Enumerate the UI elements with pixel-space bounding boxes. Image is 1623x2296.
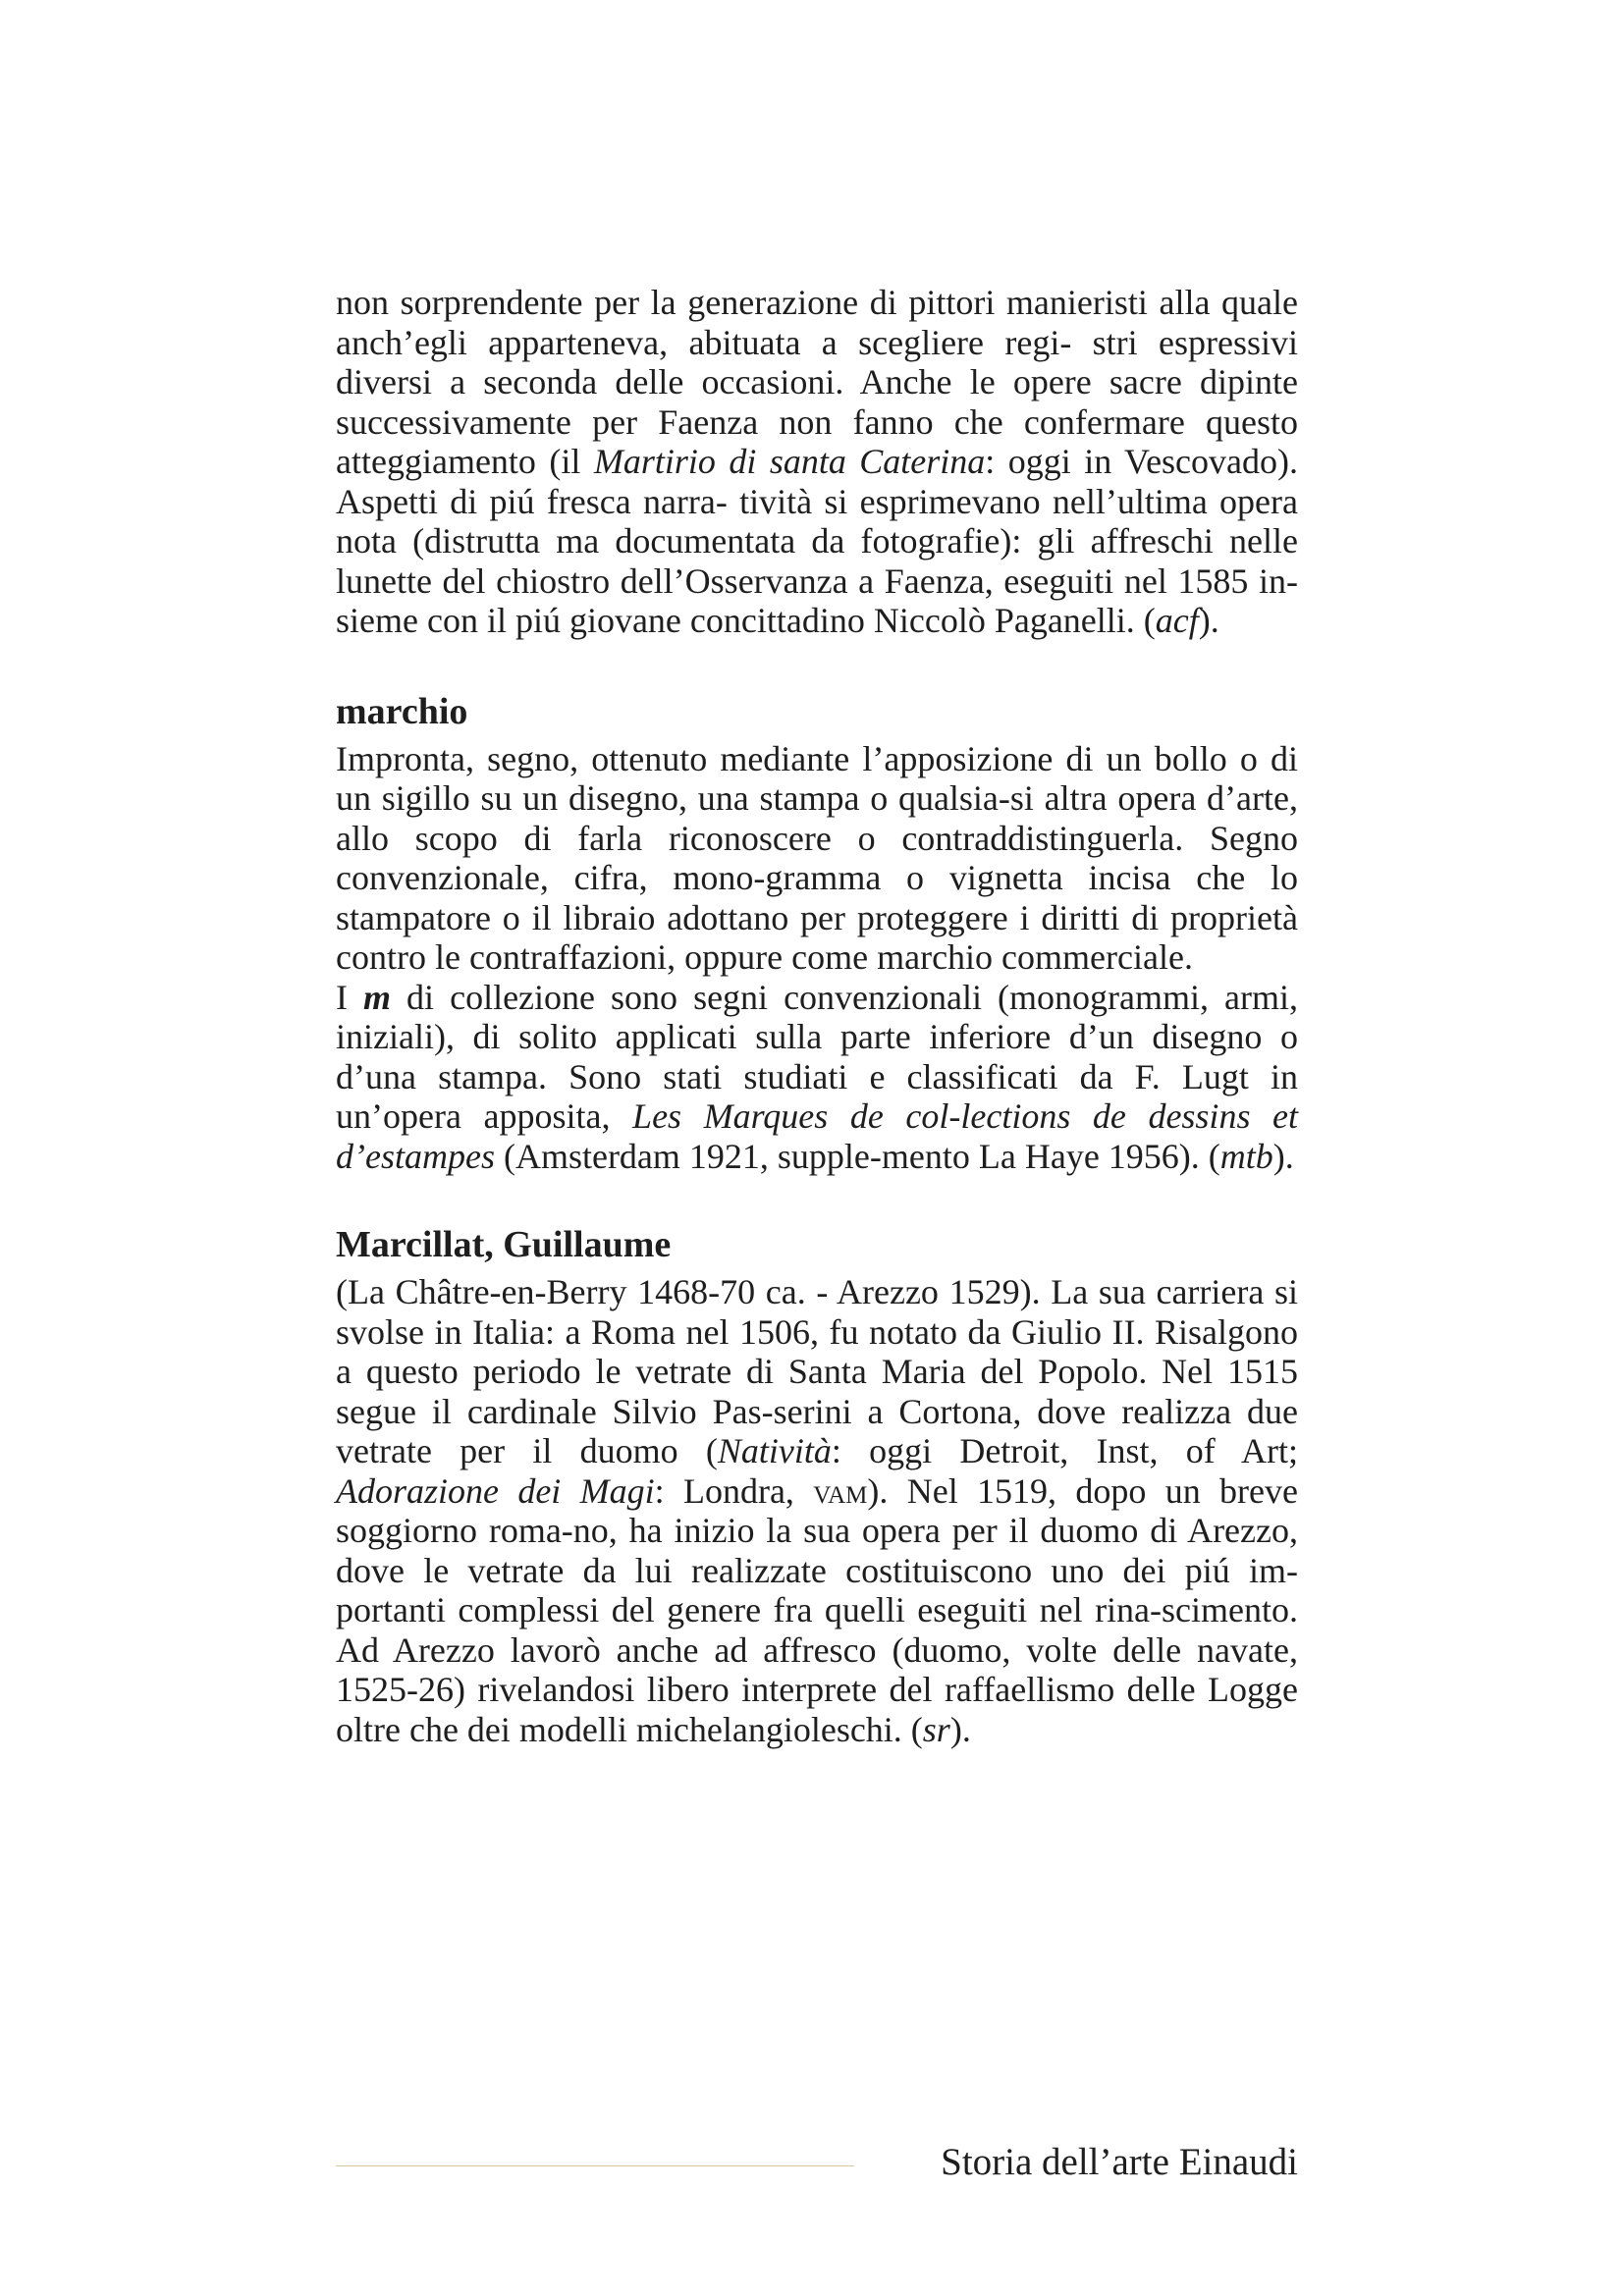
artwork-title: Martirio di santa Caterina	[593, 442, 986, 481]
text-run: ).	[1272, 1136, 1294, 1176]
text-run: : oggi Detroit, Inst, of Art;	[831, 1431, 1298, 1470]
artwork-title: Natività	[717, 1431, 832, 1470]
artwork-title: Adorazione dei Magi	[336, 1470, 655, 1511]
text-run: stri espressivi diversi a seconda delle occasioni. Anche le opere sacre dipinte successivamente per Faenza non fanno che confermare questo atteggiamento (il	[336, 322, 1298, 481]
text-run: : oggi in Vescovado). Aspetti di piú fresca narra-	[336, 442, 1298, 521]
text-run: tività si esprimevano nell’ultima opera nota (distrutta ma documentata da fotografie): gli affreschi nelle lunette del chiostro dell’Osservanza a Faenza, eseguiti nel 1585 in-	[336, 481, 1299, 601]
author-initials: acf	[1155, 601, 1199, 640]
author-initials: mtb	[1219, 1136, 1273, 1176]
paragraph	[336, 978, 1298, 1177]
entry-text-previous	[336, 283, 1298, 641]
text-run: sieme con il piú giovane concittadino Niccolò Paganelli. (	[336, 601, 1156, 640]
museum-abbrev: vam	[813, 1470, 868, 1511]
headword-abbrev: m	[363, 977, 392, 1017]
text-run: ). Nel 1519, dopo un breve soggiorno roma-no, ha inizio la sua opera per il duomo di Arezzo, dove le vetrate da lui realizzate costituiscono uno dei piú im-portanti complessi del genere fra quelli eseguiti nel rina-scimento. Ad Arezzo lavorò anche ad affresco (duomo, volte delle navate, 1525-26) rivelandosi libero interprete del raffaellismo delle Logge oltre che dei modelli michelangioleschi. (	[336, 1470, 1298, 1749]
paragraph: Impronta, segno, ottenuto mediante l’apposizione di un bollo o di un sigillo su un disegno, una stampa o qualsia-si altra opera d’arte, allo scopo di farla riconoscere o contraddistinguerla. Segno convenzionale, cifra, mono-gramma o vignetta incisa che lo stampatore o il libraio adottano per proteggere i diritti di proprietà contro le contraffazioni, oppure come marchio commerciale.	[336, 738, 1298, 977]
text-run: non sorprendente per la generazione di pittori manieristi alla quale anch’egli apparteneva, abituata a scegliere regi-	[336, 283, 1298, 362]
text-run: I	[336, 977, 364, 1017]
text-run: ).	[949, 1709, 971, 1749]
entry-text-marchio	[336, 739, 1298, 1177]
entry-text-marcillat	[336, 1272, 1298, 1749]
author-initials: sr	[922, 1709, 950, 1749]
page-content	[336, 283, 1298, 1749]
book-title: Les Marques de col-lections de dessins et d’estampes	[336, 1096, 1298, 1176]
text-run: ).	[1198, 601, 1219, 640]
footer-rule	[336, 2165, 854, 2166]
text-run: : Londra,	[654, 1470, 814, 1511]
text-run: (La Châtre-en-Berry 1468-70 ca. - Arezzo 1529). La sua carriera si svolse in Italia: a Roma nel 1506, fu notato da Giulio II. Risalgono a questo periodo le vetrate di Santa Maria del Popolo. Nel 1515 segue il cardinale Silvio Pas-serini a Cortona, dove realizza due vetrate per il duomo (	[336, 1272, 1298, 1470]
text-run: (Amsterdam 1921, supple-mento La Haye 1956). (	[494, 1136, 1220, 1176]
text-run: di collezione sono segni convenzionali (monogrammi, armi, iniziali), di solito applicati sulla parte inferiore d’un disegno o d’una stampa. Sono stati studiati e classificati da F. Lugt in un’opera apposita,	[336, 977, 1298, 1136]
entry-title-marchio: marchio	[336, 690, 468, 732]
footer-publication-title: Storia dell’arte Einaudi	[941, 2141, 1298, 2183]
entry-title-marcillat: Marcillat, Guillaume	[336, 1224, 672, 1265]
